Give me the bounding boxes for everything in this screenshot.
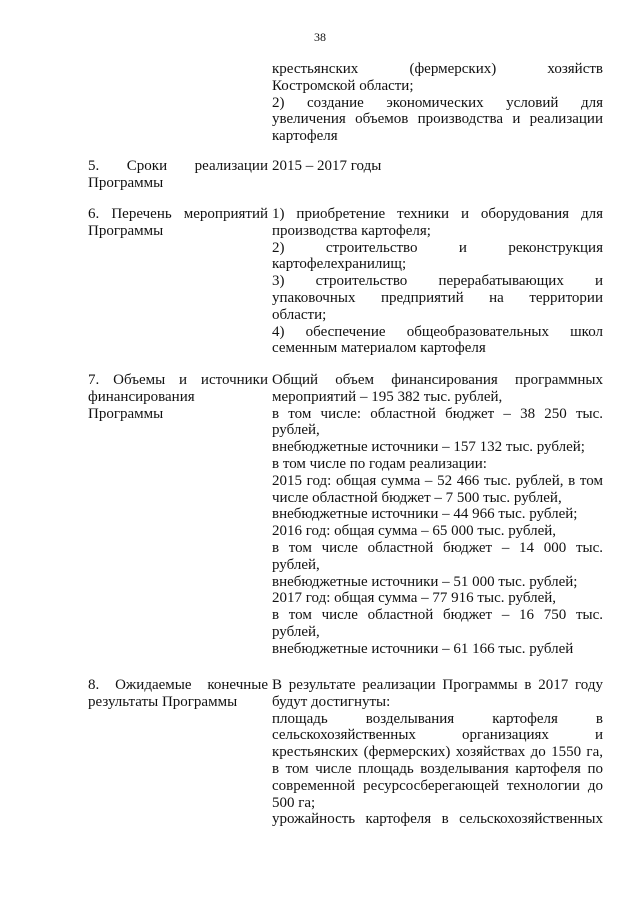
label-line: Программы <box>88 174 164 191</box>
content-line: площадь возделывания картофеля в <box>272 710 603 727</box>
label-line: 6. Перечень мероприятий <box>88 206 268 222</box>
intro-line: Костромской области; <box>272 77 414 94</box>
label-line: результаты Программы <box>88 693 238 710</box>
intro-line: крестьянских (фермерских) хозяйств <box>272 61 603 77</box>
content-line: в том числе областной бюджет – 16 750 тыс. <box>272 607 603 624</box>
label-line: 5. Сроки реализации <box>88 158 268 174</box>
intro-content <box>272 61 603 145</box>
label-line: Программы <box>88 405 164 422</box>
content-line: сельскохозяйственных организациях и <box>272 727 603 744</box>
content-line: семенным материалом картофеля <box>272 340 486 357</box>
content-line: рублей, <box>272 422 320 439</box>
label-line: 7. Объемы и источники <box>88 372 268 388</box>
label-line: Программы <box>88 222 164 239</box>
content-line: внебюджетные источники – 51 000 тыс. рублей; <box>272 573 578 590</box>
content-line: 2015 – 2017 годы <box>272 158 382 174</box>
content-line: упаковочных предприятий на территории <box>272 289 603 306</box>
content-line: В результате реализации Программы в 2017 году <box>272 677 603 693</box>
label-line: 8. Ожидаемые конечные <box>88 677 268 693</box>
content-line: крестьянских (фермерских) хозяйствах до 1550 га, <box>272 744 603 761</box>
content-line: рублей, <box>272 623 320 640</box>
section-content <box>272 372 603 658</box>
content-line: 3) строительство перерабатывающих и <box>272 273 603 290</box>
content-line: Общий объем финансирования программных <box>272 372 603 388</box>
intro-line: увеличения объемов производства и реализации <box>272 111 603 128</box>
content-line: будут достигнуты: <box>272 693 391 710</box>
content-line: мероприятий – 195 382 тыс. рублей, <box>272 388 503 405</box>
section-label <box>88 158 268 192</box>
section-content <box>272 677 603 828</box>
content-line: 2015 год: общая сумма – 52 466 тыс. рублей, в том <box>272 472 603 489</box>
intro-line: картофеля <box>272 128 338 145</box>
content-line: 500 га; <box>272 794 316 811</box>
content-line: рублей, <box>272 556 320 573</box>
content-line: в том числе областной бюджет – 14 000 тыс. <box>272 539 603 556</box>
content-line: числе областной бюджет – 7 500 тыс. рублей, <box>272 489 562 506</box>
content-line: производства картофеля; <box>272 222 431 239</box>
content-line: 4) обеспечение общеобразовательных школ <box>272 323 603 340</box>
content-line: 2) строительство и реконструкция <box>272 239 603 256</box>
content-line: области; <box>272 306 327 323</box>
content-line: современной ресурсосберегающей технологии до <box>272 777 603 794</box>
content-line: в том числе: областной бюджет – 38 250 тыс. <box>272 405 603 422</box>
page-number: 38 <box>314 30 326 44</box>
content-line: урожайность картофеля в сельскохозяйственных <box>272 811 603 828</box>
section-label <box>88 372 268 422</box>
section-content <box>272 206 603 357</box>
content-line: внебюджетные источники – 44 966 тыс. рублей; <box>272 506 578 523</box>
content-line: в том числе по годам реализации: <box>272 455 487 472</box>
content-line: 2016 год: общая сумма – 65 000 тыс. рублей, <box>272 523 557 540</box>
section-label <box>88 206 268 240</box>
section-label <box>88 677 268 711</box>
content-line: 2017 год: общая сумма – 77 916 тыс. рублей, <box>272 590 557 607</box>
intro-line: 2) создание экономических условий для <box>272 94 603 111</box>
label-line: финансирования <box>88 388 195 405</box>
content-line: 1) приобретение техники и оборудования для <box>272 206 603 222</box>
content-line: внебюджетные источники – 157 132 тыс. рублей; <box>272 439 585 456</box>
content-line: картофелехранилищ; <box>272 256 407 273</box>
content-line: внебюджетные источники – 61 166 тыс. рублей <box>272 640 574 657</box>
content-line: в том числе площадь возделывания картофеля по <box>272 760 603 777</box>
section-content <box>272 158 603 175</box>
